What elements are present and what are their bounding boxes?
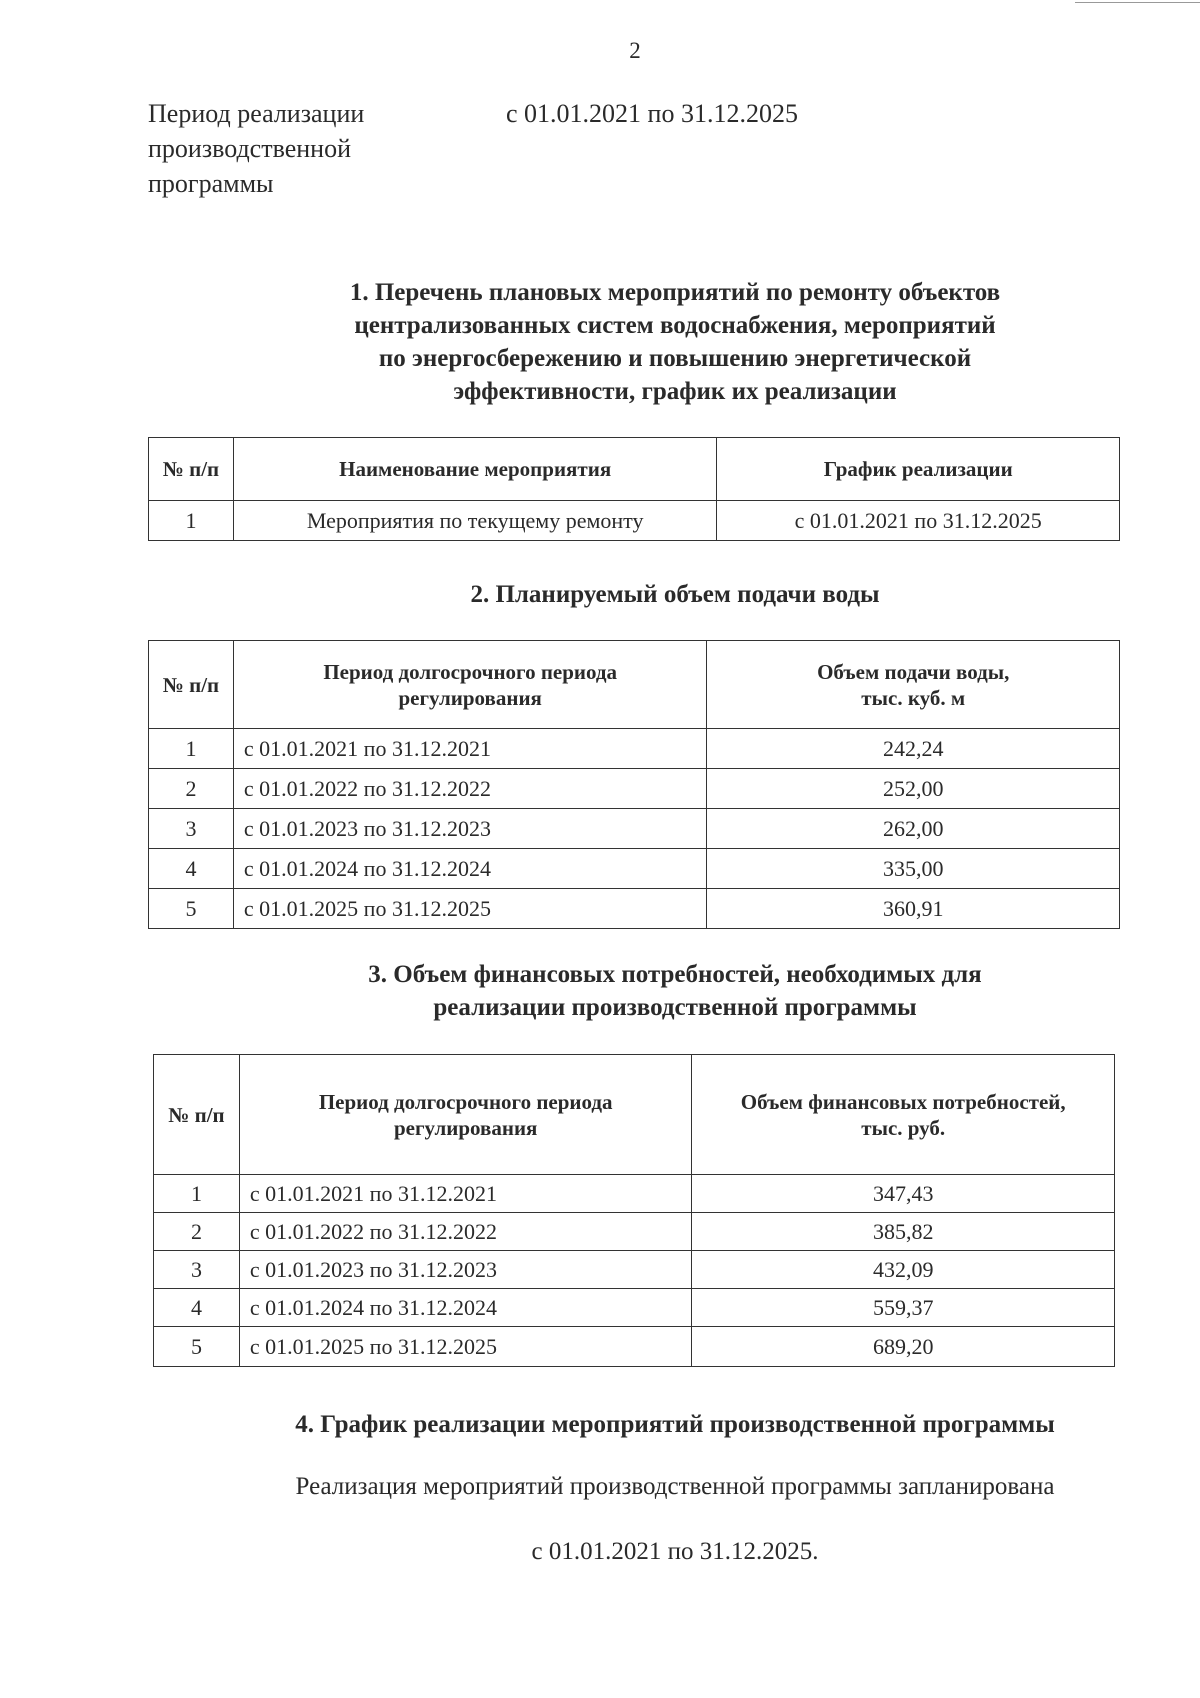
row-number-cell: 1 [149, 501, 234, 541]
period-label [148, 96, 428, 201]
row-number-cell: 3 [149, 809, 234, 849]
section2-title: 2. Планируемый объем подачи воды [470, 581, 880, 608]
table-header-row [154, 1055, 1115, 1175]
table-row [154, 1175, 1115, 1213]
section3-title [0, 958, 1200, 1024]
table-row [149, 809, 1120, 849]
section1-title-line: по энергосбережению и повышению энергетической [378, 345, 972, 372]
section4-paragraph: Реализация мероприятий производственной программы запланирована [295, 1473, 1055, 1500]
value-cell: 385,82 [692, 1213, 1115, 1251]
value-cell: 262,00 [707, 809, 1120, 849]
activity-name-cell: Мероприятия по текущему ремонту [233, 501, 716, 541]
header-cell [707, 641, 1120, 729]
period-cell: с 01.01.2022 по 31.12.2022 [233, 769, 707, 809]
period-cell: с 01.01.2025 по 31.12.2025 [233, 889, 707, 929]
value-cell: 432,09 [692, 1251, 1115, 1289]
header-cell: № п/п [149, 438, 234, 501]
section4-title: 4. График реализации мероприятий производственной программы [295, 1411, 1055, 1438]
row-number-cell: 1 [149, 729, 234, 769]
row-number-cell: 5 [149, 889, 234, 929]
period-cell: с 01.01.2024 по 31.12.2024 [233, 849, 707, 889]
row-number-cell: 4 [154, 1289, 240, 1327]
table-row [154, 1289, 1115, 1327]
section3-title-line: реализации производственной программы [433, 994, 917, 1021]
value-cell: 559,37 [692, 1289, 1115, 1327]
header-cell: График реализации [717, 438, 1120, 501]
table-row [149, 849, 1120, 889]
header-line: регулирования [393, 1115, 538, 1140]
scan-edge-line [1075, 2, 1200, 3]
period-cell: с 01.01.2022 по 31.12.2022 [239, 1213, 692, 1251]
period-label-line: программы [148, 169, 274, 198]
page-number: 2 [629, 38, 641, 63]
period-label-line: Период реализации [148, 99, 365, 128]
section3-title-line: 3. Объем финансовых потребностей, необходимых для [368, 961, 982, 988]
period-value: с 01.01.2021 по 31.12.2025 [506, 99, 798, 128]
header-line: тыс. руб. [861, 1115, 946, 1140]
period-cell: с 01.01.2023 по 31.12.2023 [239, 1251, 692, 1289]
row-number-cell: 4 [149, 849, 234, 889]
section4-date-line: с 01.01.2021 по 31.12.2025. [531, 1538, 819, 1565]
period-label-line: производственной [148, 134, 351, 163]
table-row [154, 1213, 1115, 1251]
table-row [154, 1327, 1115, 1367]
header-line: тыс. куб. м [861, 685, 966, 710]
value-cell: 335,00 [707, 849, 1120, 889]
row-number-cell: 2 [149, 769, 234, 809]
value-cell: 242,24 [707, 729, 1120, 769]
section1-title [0, 276, 1200, 408]
schedule-cell: с 01.01.2021 по 31.12.2025 [717, 501, 1120, 541]
row-number-cell: 3 [154, 1251, 240, 1289]
water-volume-table [148, 640, 1120, 929]
table-row [149, 501, 1120, 541]
section1-title-line: эффективности, график их реализации [453, 378, 897, 405]
period-cell: с 01.01.2021 по 31.12.2021 [233, 729, 707, 769]
activities-table [148, 437, 1120, 541]
row-number-cell: 2 [154, 1213, 240, 1251]
header-cell [233, 641, 707, 729]
period-cell: с 01.01.2021 по 31.12.2021 [239, 1175, 692, 1213]
period-cell: с 01.01.2025 по 31.12.2025 [239, 1327, 692, 1367]
value-cell: 689,20 [692, 1327, 1115, 1367]
table-header-row [149, 641, 1120, 729]
period-cell: с 01.01.2023 по 31.12.2023 [233, 809, 707, 849]
header-line: Объем финансовых потребностей, [740, 1089, 1066, 1114]
period-cell: с 01.01.2024 по 31.12.2024 [239, 1289, 692, 1327]
header-line: Период долгосрочного периода [318, 1089, 613, 1114]
row-number-cell: 1 [154, 1175, 240, 1213]
table-row [149, 769, 1120, 809]
section1-title-line: 1. Перечень плановых мероприятий по ремонту объектов [349, 279, 1001, 306]
header-cell: Наименование мероприятия [233, 438, 716, 501]
row-number-cell: 5 [154, 1327, 240, 1367]
financial-needs-table [153, 1054, 1115, 1367]
table-header-row [149, 438, 1120, 501]
header-line: Объем подачи воды, [817, 659, 1010, 684]
header-line: Период долгосрочного периода [323, 659, 618, 684]
table-row [149, 889, 1120, 929]
header-cell [692, 1055, 1115, 1175]
section1-title-line: централизованных систем водоснабжения, мероприятий [354, 312, 996, 339]
table-row [154, 1251, 1115, 1289]
value-cell: 347,43 [692, 1175, 1115, 1213]
table-row [149, 729, 1120, 769]
header-line: регулирования [398, 685, 542, 710]
header-cell [239, 1055, 692, 1175]
value-cell: 252,00 [707, 769, 1120, 809]
value-cell: 360,91 [707, 889, 1120, 929]
header-cell: № п/п [149, 641, 234, 729]
header-cell: № п/п [154, 1055, 240, 1175]
